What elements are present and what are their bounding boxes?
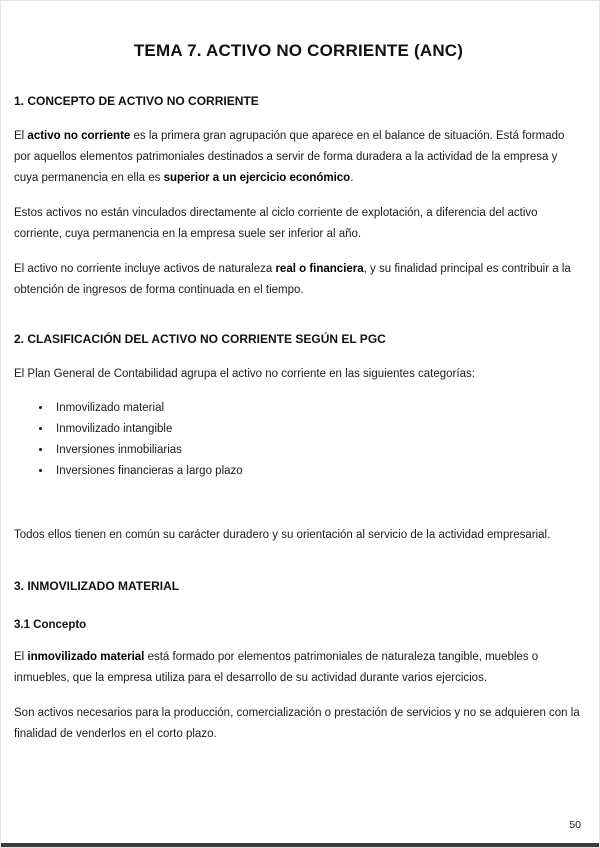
text-run: El Plan General de Contabilidad agrupa el activo no corriente en las siguientes categorías: bbox=[14, 368, 475, 380]
doc-title: TEMA 7. ACTIVO NO CORRIENTE (ANC) bbox=[133, 41, 464, 60]
text-run: El bbox=[14, 130, 28, 142]
section3-subheading: 3.1 Concepto bbox=[14, 619, 87, 631]
section1-paragraph-1 bbox=[14, 126, 583, 189]
section3-paragraph-2 bbox=[14, 703, 583, 745]
text-run: El bbox=[14, 651, 28, 663]
list-item: • Inmovilizado intangible bbox=[52, 420, 583, 439]
text-run: Todos ellos tienen en común su carácter duradero y su orientación al servicio de la actividad empresarial. bbox=[14, 529, 551, 541]
section1-paragraph-3 bbox=[14, 259, 583, 301]
bold-text-run: inmovilizado material bbox=[27, 651, 145, 663]
text-run: está formado por elementos patrimoniales de naturaleza tangible, muebles o inmuebles, que la empresa utiliza para el desarrollo de su actividad durante varios ejercicios. bbox=[14, 651, 539, 684]
bold-text-run: superior a un ejercicio económico bbox=[163, 172, 351, 184]
section1-paragraph-2 bbox=[14, 203, 583, 245]
bold-text-run: real o financiera bbox=[275, 263, 364, 275]
text-run: es la primera gran agrupación que aparece en el balance de situación. Está formado por aquellos elementos patrimoniales destinados a servir de forma duradera a la actividad de la empresa y cuya permanencia en ella es bbox=[14, 130, 565, 184]
bold-text-run: activo no corriente bbox=[27, 130, 131, 142]
list-item: • Inmovilizado material bbox=[52, 399, 583, 418]
text-run: El activo no corriente incluye activos de naturaleza bbox=[14, 263, 276, 275]
text-run: . bbox=[350, 172, 354, 184]
section2-outro-paragraph bbox=[14, 525, 583, 546]
text-run: , y su finalidad principal es contribuir a la obtención de ingresos de forma continuada en el tiempo. bbox=[14, 263, 571, 296]
section1-heading: 1. CONCEPTO DE ACTIVO NO CORRIENTE bbox=[14, 94, 259, 108]
section2-heading: 2. CLASIFICACIÓN DEL ACTIVO NO CORRIENTE SEGÚN EL PGC bbox=[14, 332, 386, 346]
section3-heading: 3. INMOVILIZADO MATERIAL bbox=[14, 579, 180, 593]
text-run: Estos activos no están vinculados directamente al ciclo corriente de explotación, a diferencia del activo corriente, cuya permanencia en la empresa suele ser inferior al año. bbox=[14, 207, 538, 240]
anc-categories-list bbox=[14, 399, 583, 481]
page-number: 50 bbox=[569, 819, 581, 831]
text-run: Son activos necesarios para la producción, comercialización o prestación de servicios y no se adquieren con la finalidad de venderlos en el corto plazo. bbox=[14, 707, 580, 740]
section2-intro-paragraph bbox=[14, 364, 583, 385]
list-item: • Inversiones inmobiliarias bbox=[52, 441, 583, 460]
section3-paragraph-1 bbox=[14, 647, 583, 689]
page-bottom-edge bbox=[1, 843, 599, 847]
list-item: • Inversiones financieras a largo plazo bbox=[52, 462, 583, 481]
